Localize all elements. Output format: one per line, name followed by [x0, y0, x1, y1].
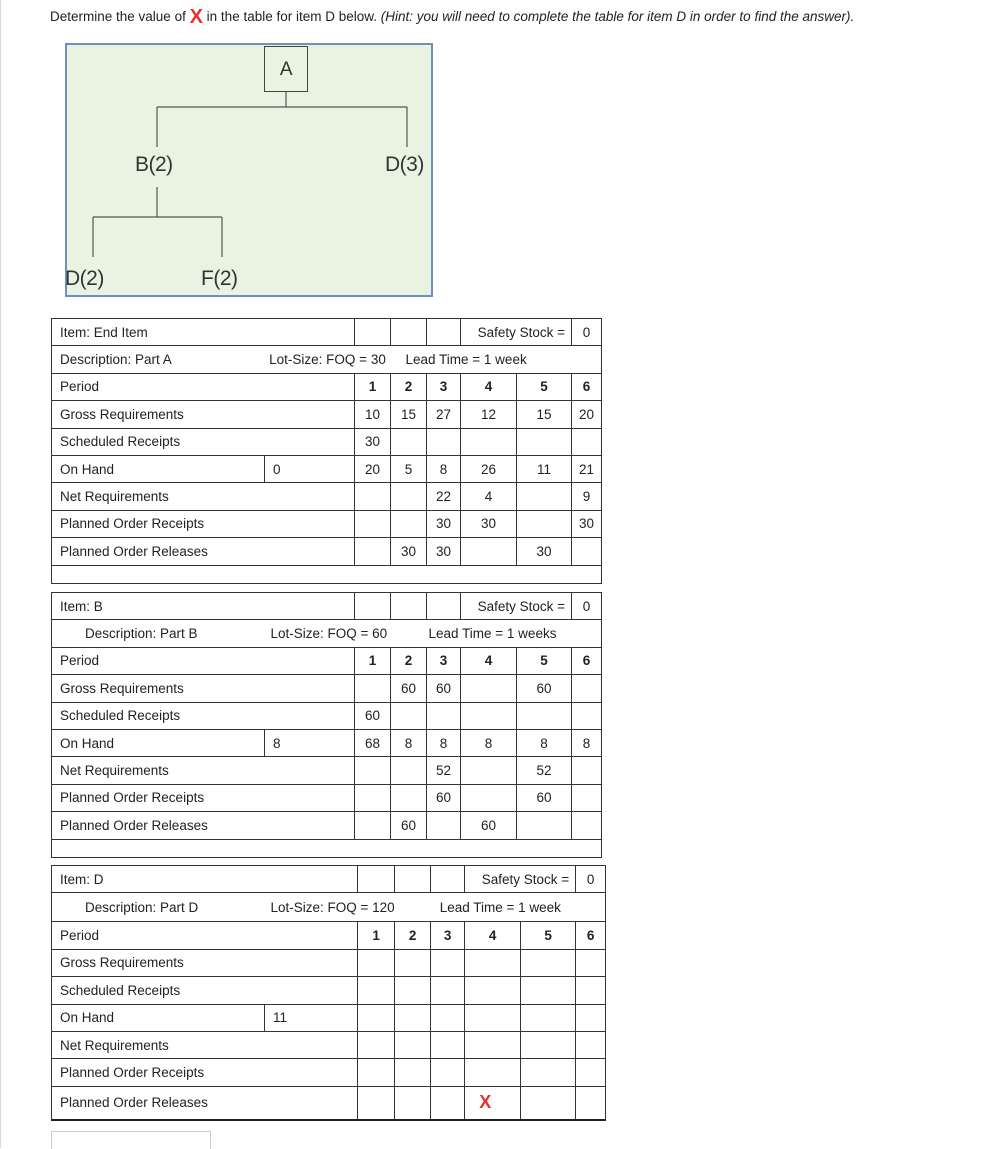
item-b-por-label: Planned Order Receipts — [52, 784, 355, 811]
table-cell — [576, 949, 606, 976]
table-cell: 8 — [427, 455, 461, 482]
table-cell — [431, 1086, 465, 1120]
table-cell — [357, 977, 394, 1004]
table-cell — [517, 510, 572, 537]
question-hint: (Hint: you will need to complete the table for item D in order to find the answer). — [380, 9, 855, 24]
item-b-item: Item: B — [52, 593, 355, 620]
table-cell: 27 — [427, 401, 461, 428]
table-cell: 68 — [355, 729, 391, 756]
table-cell: 10 — [355, 401, 391, 428]
item-d-description: Description: Part D — [52, 893, 265, 922]
table-cell: 15 — [391, 401, 427, 428]
tree-node-d2: D(2) — [65, 267, 104, 290]
question-x-marker: X — [189, 6, 203, 28]
table-cell — [355, 784, 391, 811]
table-cell: 8 — [427, 729, 461, 756]
table-cell: 30 — [391, 538, 427, 565]
item-a-safety-label: Safety Stock = — [461, 319, 572, 346]
table-cell — [461, 538, 517, 565]
page-left-rule — [0, 0, 1, 1148]
table-cell — [465, 1004, 521, 1031]
table-cell — [427, 428, 461, 455]
table-cell: 12 — [461, 401, 517, 428]
table-cell — [355, 510, 391, 537]
table-cell — [355, 483, 391, 510]
item-d-sched-label: Scheduled Receipts — [52, 977, 358, 1004]
table-cell — [461, 428, 517, 455]
item-a-initial-onhand: 0 — [265, 455, 355, 482]
table-cell: 30 — [572, 510, 602, 537]
table-cell — [357, 1059, 394, 1086]
table-cell — [461, 675, 517, 702]
item-a-onhand-label: On Hand — [52, 455, 265, 482]
table-cell — [357, 949, 394, 976]
item-d-por-label: Planned Order Receipts — [52, 1059, 358, 1086]
table-cell — [355, 538, 391, 565]
item-a-item: Item: End Item — [52, 319, 355, 346]
table-cell — [572, 757, 602, 784]
item-b-onhand-label: On Hand — [52, 729, 265, 756]
table-cell — [572, 702, 602, 729]
table-cell — [521, 1059, 576, 1086]
table-cell: 30 — [461, 510, 517, 537]
table-cell: 8 — [461, 729, 517, 756]
item-d-safety-label: Safety Stock = — [465, 866, 576, 893]
table-cell — [521, 977, 576, 1004]
item-a-gross-label: Gross Requirements — [52, 401, 355, 428]
item-b-initial-onhand: 8 — [265, 729, 355, 756]
table-cell — [431, 977, 465, 1004]
table-cell — [517, 483, 572, 510]
table-cell: 60 — [391, 812, 427, 839]
item-b-description: Description: Part B — [52, 620, 265, 647]
period-header: 1 — [355, 647, 391, 674]
table-cell — [395, 1086, 431, 1120]
period-header: 6 — [576, 922, 606, 949]
table-cell — [517, 812, 572, 839]
item-b-lead-time: Lead Time = 1 weeks — [391, 620, 602, 647]
table-cell — [355, 812, 391, 839]
table-cell: 5 — [391, 455, 427, 482]
table-cell — [391, 483, 427, 510]
table-cell — [521, 1086, 576, 1120]
table-cell: 20 — [572, 401, 602, 428]
table-cell: 8 — [572, 729, 602, 756]
table-cell — [572, 538, 602, 565]
item-d-item: Item: D — [52, 866, 358, 893]
question-prefix: Determine the value of — [50, 9, 190, 24]
table-cell: 22 — [427, 483, 461, 510]
table-cell — [465, 949, 521, 976]
table-cell — [395, 1031, 431, 1058]
table-cell — [357, 1004, 394, 1031]
table-cell: 60 — [461, 812, 517, 839]
table-cell: 60 — [517, 784, 572, 811]
table-cell: 30 — [427, 510, 461, 537]
table-cell — [465, 1059, 521, 1086]
item-d-period-label: Period — [52, 922, 358, 949]
table-cell: 20 — [355, 455, 391, 482]
table-cell — [431, 1031, 465, 1058]
item-d-net-label: Net Requirements — [52, 1031, 358, 1058]
table-cell: 9 — [572, 483, 602, 510]
tree-node-b: B(2) — [135, 153, 173, 176]
table-cell — [521, 1031, 576, 1058]
item-a-lot-size: Lot-Size: FOQ = 30 — [265, 346, 391, 373]
item-d-safety-value: 0 — [576, 866, 606, 893]
table-cell — [576, 1031, 606, 1058]
table-cell — [572, 675, 602, 702]
item-a-description: Description: Part A — [52, 346, 265, 373]
period-header: 2 — [391, 373, 427, 400]
table-cell — [517, 702, 572, 729]
item-d-onhand-label: On Hand — [52, 1004, 265, 1031]
table-cell — [461, 757, 517, 784]
period-header: 3 — [431, 922, 465, 949]
table-cell: 30 — [355, 428, 391, 455]
item-a-porl-label: Planned Order Releases — [52, 538, 355, 565]
table-cell: 52 — [517, 757, 572, 784]
item-d-lead-time: Lead Time = 1 week — [395, 893, 606, 922]
period-header: 6 — [572, 373, 602, 400]
answer-x-marker: X — [465, 1086, 521, 1120]
product-structure-tree — [65, 43, 433, 297]
item-a-safety-value: 0 — [572, 319, 602, 346]
question-text — [50, 6, 854, 29]
table-cell: 21 — [572, 455, 602, 482]
table-cell — [431, 1059, 465, 1086]
period-header: 5 — [517, 373, 572, 400]
table-cell — [521, 1004, 576, 1031]
table-cell — [357, 1086, 394, 1120]
period-header: 4 — [461, 373, 517, 400]
item-b-gross-label: Gross Requirements — [52, 675, 355, 702]
period-header: 1 — [357, 922, 394, 949]
tree-node-d3: D(3) — [385, 153, 424, 176]
period-header: 2 — [395, 922, 431, 949]
table-cell: 30 — [517, 538, 572, 565]
table-cell — [576, 1059, 606, 1086]
table-cell — [395, 949, 431, 976]
table-cell: 26 — [461, 455, 517, 482]
table-cell — [391, 428, 427, 455]
item-b-safety-label: Safety Stock = — [461, 593, 572, 620]
table-cell — [395, 1059, 431, 1086]
table-cell: 60 — [517, 675, 572, 702]
item-d-porl-label: Planned Order Releases — [52, 1086, 358, 1120]
table-cell: 60 — [355, 702, 391, 729]
table-cell — [395, 1004, 431, 1031]
item-a-period-label: Period — [52, 373, 355, 400]
table-cell — [572, 784, 602, 811]
item-d-lot-size: Lot-Size: FOQ = 120 — [265, 893, 395, 922]
table-cell — [461, 702, 517, 729]
period-header: 4 — [465, 922, 521, 949]
table-cell: 11 — [517, 455, 572, 482]
table-cell — [391, 702, 427, 729]
item-a-net-label: Net Requirements — [52, 483, 355, 510]
table-cell — [391, 757, 427, 784]
period-header: 1 — [355, 373, 391, 400]
table-cell — [465, 977, 521, 1004]
table-cell — [427, 812, 461, 839]
table-cell — [357, 1031, 394, 1058]
period-header: 5 — [521, 922, 576, 949]
table-cell — [355, 675, 391, 702]
table-cell — [576, 1004, 606, 1031]
mrp-table-item-d — [51, 865, 606, 1121]
item-a-lead-time: Lead Time = 1 week — [391, 346, 602, 373]
table-cell — [395, 977, 431, 1004]
period-header: 6 — [572, 647, 602, 674]
item-a-sched-label: Scheduled Receipts — [52, 428, 355, 455]
item-b-period-label: Period — [52, 647, 355, 674]
table-cell — [391, 510, 427, 537]
table-cell — [431, 1004, 465, 1031]
item-b-lot-size: Lot-Size: FOQ = 60 — [265, 620, 391, 647]
table-cell: 8 — [391, 729, 427, 756]
question-middle: in the table for item D below. — [202, 9, 381, 24]
period-header: 2 — [391, 647, 427, 674]
item-b-safety-value: 0 — [572, 593, 602, 620]
table-cell — [465, 1031, 521, 1058]
mrp-table-item-b — [51, 592, 602, 858]
table-cell: 60 — [427, 784, 461, 811]
item-b-sched-label: Scheduled Receipts — [52, 702, 355, 729]
table-cell — [517, 428, 572, 455]
table-cell — [355, 757, 391, 784]
table-cell — [461, 784, 517, 811]
table-cell — [576, 977, 606, 1004]
item-d-initial-onhand: 11 — [265, 1004, 358, 1031]
table-cell — [391, 784, 427, 811]
item-d-gross-label: Gross Requirements — [52, 949, 358, 976]
table-cell: 8 — [517, 729, 572, 756]
table-cell: 4 — [461, 483, 517, 510]
period-header: 3 — [427, 647, 461, 674]
table-cell — [427, 702, 461, 729]
table-cell — [431, 949, 465, 976]
mrp-table-item-a — [51, 318, 602, 584]
tree-node-a: A — [264, 46, 308, 92]
item-b-porl-label: Planned Order Releases — [52, 812, 355, 839]
bottom-strip — [51, 1131, 211, 1149]
table-cell: 60 — [427, 675, 461, 702]
table-cell — [576, 1086, 606, 1120]
tree-node-f: F(2) — [201, 267, 238, 290]
period-header: 4 — [461, 647, 517, 674]
period-header: 3 — [427, 373, 461, 400]
table-cell — [572, 812, 602, 839]
tree-lines — [67, 45, 435, 299]
item-b-net-label: Net Requirements — [52, 757, 355, 784]
table-cell: 60 — [391, 675, 427, 702]
item-a-por-label: Planned Order Receipts — [52, 510, 355, 537]
table-cell — [521, 949, 576, 976]
table-cell — [572, 428, 602, 455]
table-cell: 15 — [517, 401, 572, 428]
period-header: 5 — [517, 647, 572, 674]
table-cell: 52 — [427, 757, 461, 784]
table-cell: 30 — [427, 538, 461, 565]
